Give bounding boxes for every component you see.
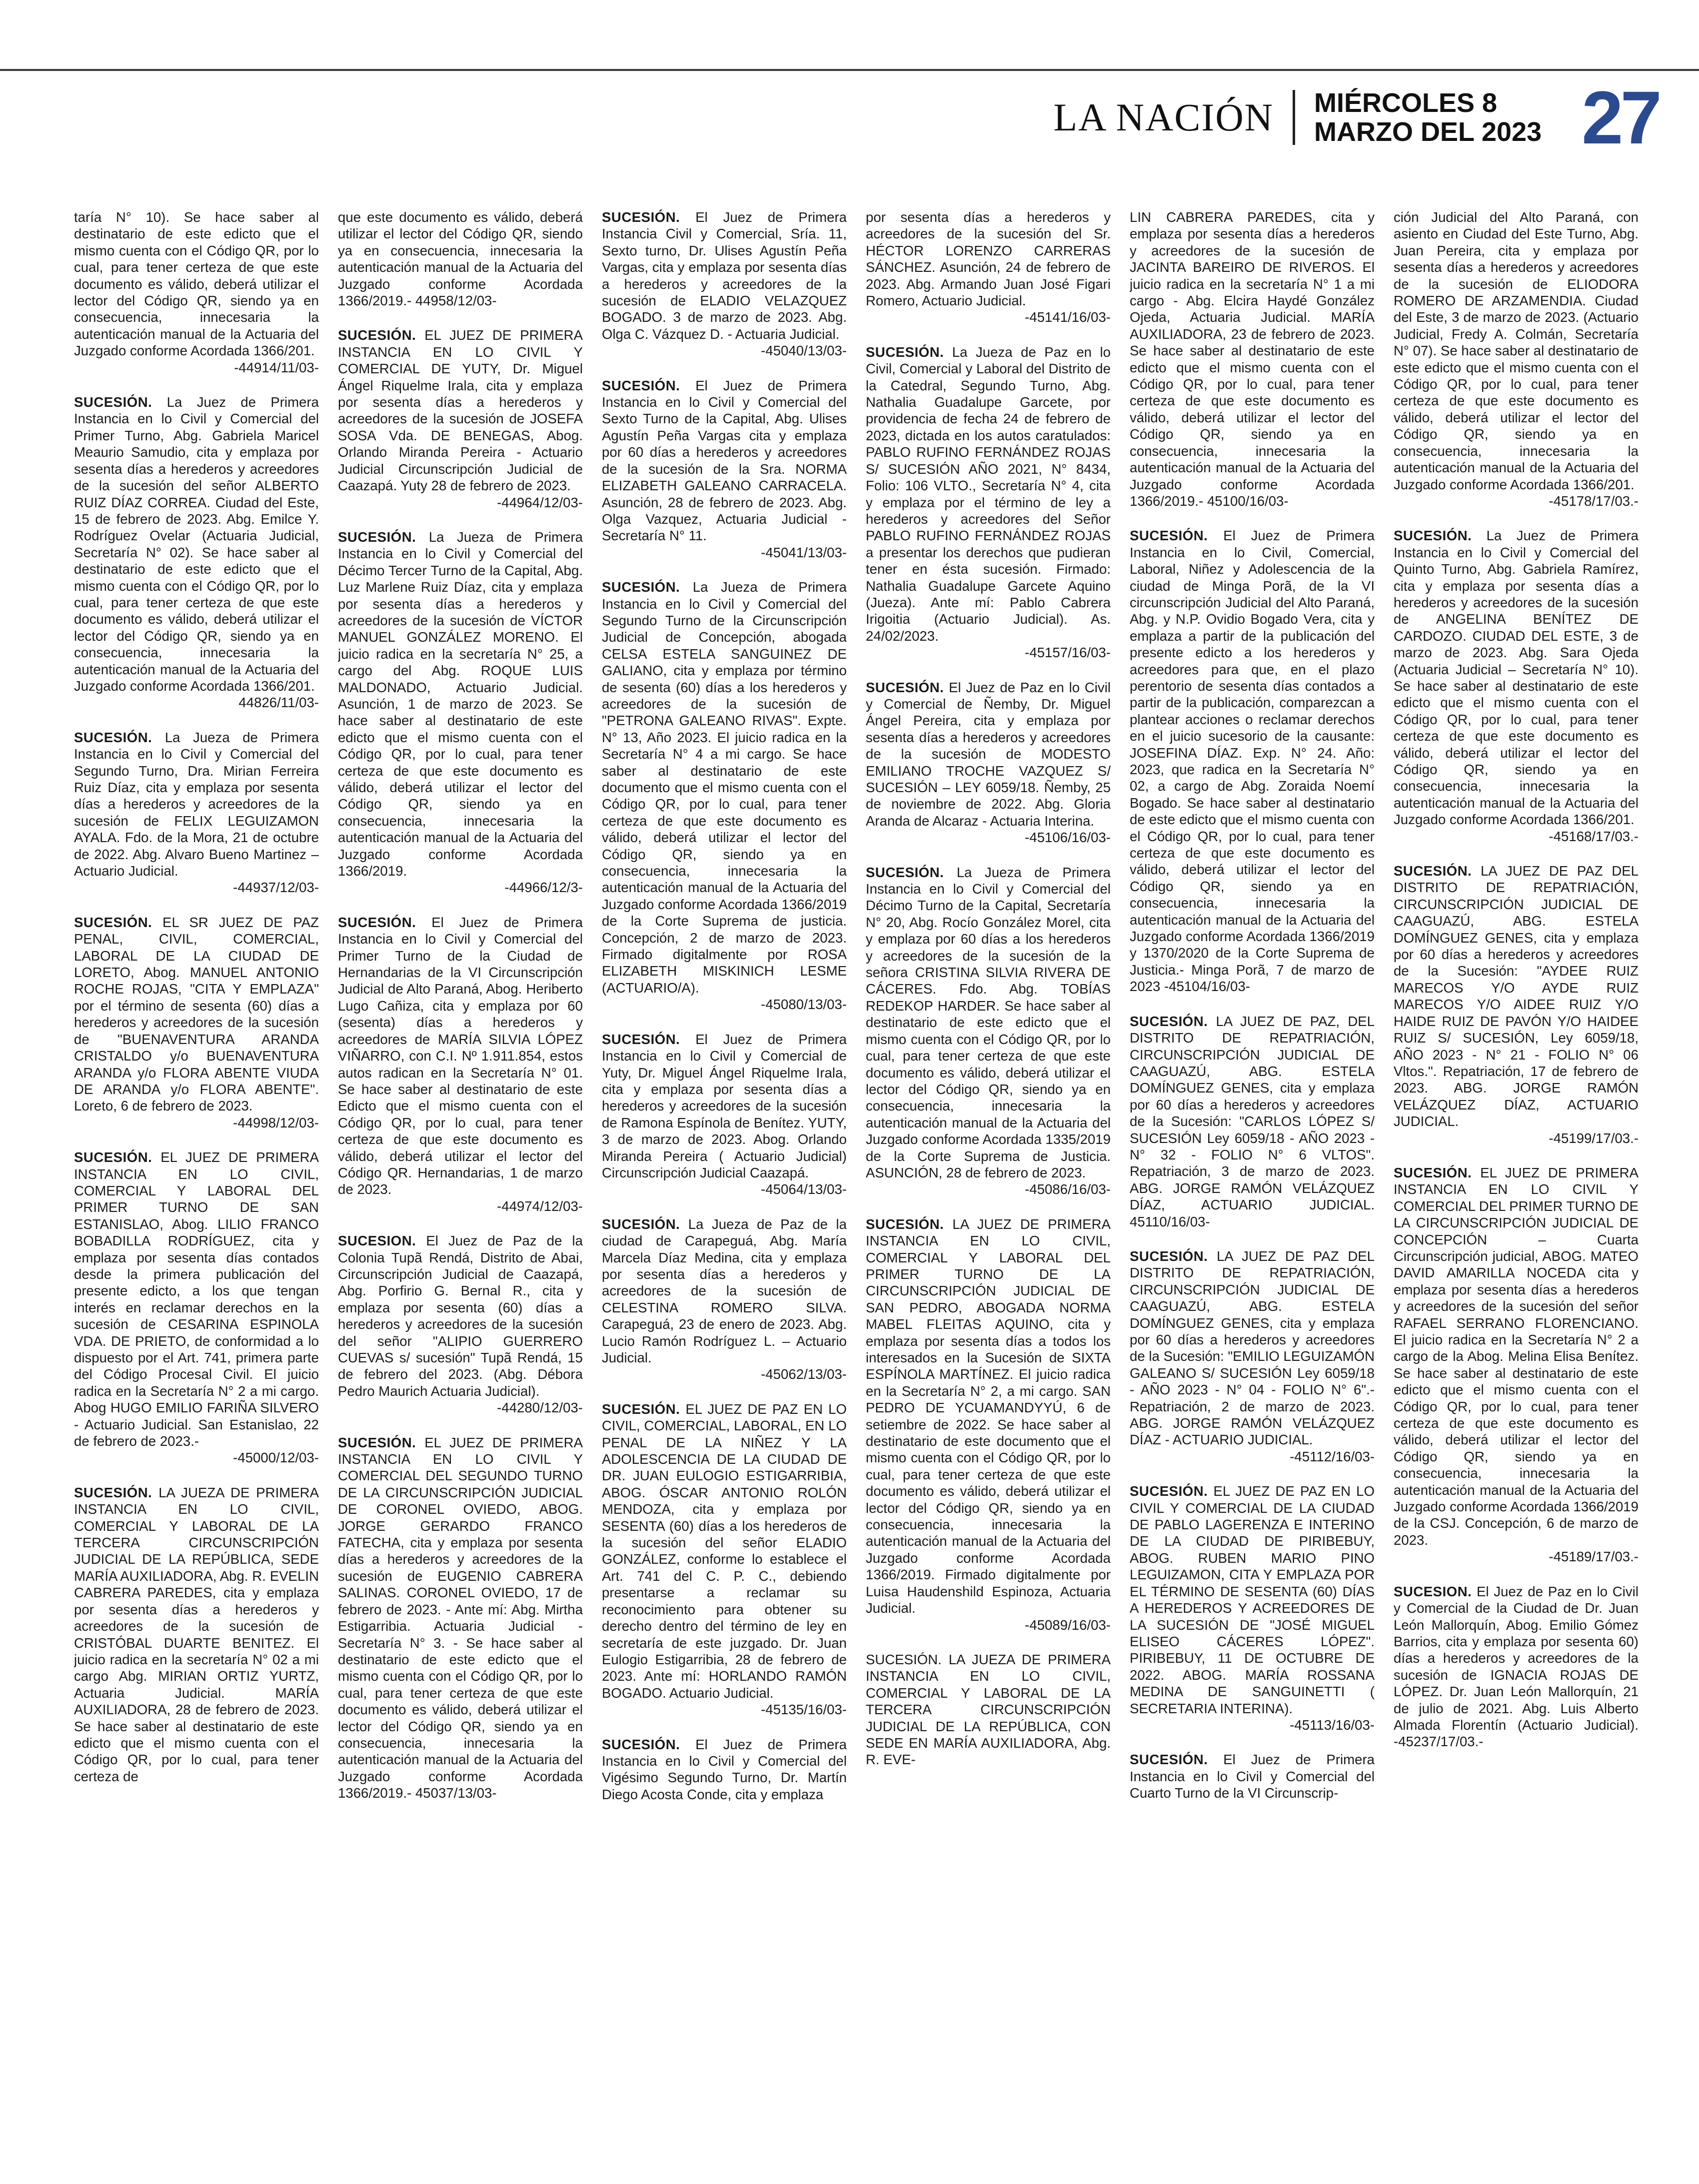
notice-body: EL SR JUEZ DE PAZ PENAL, CIVIL, COMERCIAL, LABORAL DE LA CIUDAD DE LORETO, Abog. MANUEL ANTONIO ROCHE ROJAS, "CITA Y EMPLAZA" por el término de sesenta (60) días a herederos y acreedores de la sucesión de "BUENAVENTURA ARANDA CRISTALDO y/o BUENAVENTURA ARANDA y/o FLORA ABENTE VIUDA DE ARANDA y/o FLORA ABENTE". Loreto, 6 de febrero de 2023. [74, 914, 319, 1114]
notice-heading: SUCESION. [1394, 1583, 1472, 1599]
legal-notice [1394, 527, 1639, 845]
legal-notice [1130, 1751, 1375, 1801]
legal-notice [1130, 209, 1375, 509]
notice-column [1130, 209, 1375, 2158]
notice-heading: SUCESIÓN. [338, 327, 416, 343]
notice-body: ción Judicial del Alto Paraná, con asiento en Ciudad del Este Turno, Abg. Juan Pereira, cita y emplaza por sesenta días a herederos y acreedores de la sucesión de ELIODORA ROMERO DE ARZAMENDIA. Ciudad del Este, 3 de marzo de 2023. (Actuario Judicial, Fredy A. Colmán, Secretaría N° 07). Se hace saber al destinatario de este edicto que el mismo cuenta con el Código QR, por lo cual, para tener certeza de que este documento es válido, deberá utilizar el lector del Código QR, siendo ya en consecuencia, innecesaria la autenticación manual de la Actuaria del Juzgado conforme Acordada 1366/201. [1394, 209, 1639, 492]
notice-column [866, 209, 1111, 2158]
notice-heading: SUCESIÓN. [1130, 528, 1208, 544]
legal-notice [1130, 527, 1375, 995]
notice-column [338, 209, 583, 2158]
notice-body: LA JUEZ DE PAZ DEL DISTRITO DE REPATRIACIÓN, CIRCUNSCRIPCIÓN JUDICIAL DE CAAGUAZÚ, ABG. ESTELA DOMÍNGUEZ GENES, cita y emplaza por 60 días a herederos y acreedores de la Sucesión: "EMILIO LEGUIZAMÓN GALEANO S/ SUCESIÓN Ley 6059/18 - AÑO 2023 - N° 04 - FOLIO N° 6".- Repatriación, 2 de marzo de 2023. ABG. JORGE RAMÓN VELÁZQUEZ DÍAZ - ACTUARIO JUDICIAL. [1130, 1248, 1375, 1448]
notice-heading: SUCESIÓN. [866, 1216, 944, 1232]
page-number: 27 [1582, 75, 1659, 159]
notice-reference-code: -45157/16/03- [1025, 645, 1111, 661]
legal-notice [866, 344, 1111, 661]
legal-notice [866, 1216, 1111, 1633]
notice-heading: SUCESIÓN. [602, 579, 680, 595]
legal-notice [602, 377, 847, 561]
notice-body: El Juez de Primera Instancia en lo Civil y Comercial del Primer Turno de la Ciudad de Hernandarias de la VI Circunscripción Judicial de Alto Paraná, Abog. Heriberto Lugo Cañiza, cita y emplaza por 60 (sesenta) días a herederos y acreedores de MARÍA SILVIA LÓPEZ VIÑARRO, con C.I. Nº 1.911.854, estos autos radican en la Secretaría N° 01. Se hace saber al destinatario de este Edicto que el mismo cuenta con el Código QR, por lo cual, para tener certeza de que este documento es válido, deberá utilizar el lector del Código QR. Hernandarias, 1 de marzo de 2023. [338, 914, 583, 1197]
notice-body: La Jueza de Primera Instancia en lo Civil y Comercial del Segundo Turno de la Circunscripción Judicial de Concepción, abogada CELSA ESTELA SANGUINEZ DE GALIANO, cita y emplaza por término de sesenta (60) días a los herederos y acreedores de la sucesión de "PETRONA GALEANO RIVAS". Expte. N° 13, Año 2023. El juicio radica en la Secretaría N° 4 a mi cargo. Se hace saber al destinatario de este documento que el mismo cuenta con el Código QR, por lo cual, para tener certeza de que este documento es válido, deberá utilizar el lector del Código QR, siendo ya en consecuencia, innecesaria la autenticación manual de la Actuaria del Juzgado conforme Acordada 1366/2019 de la Corte Suprema de justicia. Concepción, 2 de marzo de 2023. Firmado digitalmente por ROSA ELIZABETH MISKINICH LESME (ACTUARIO/A). [602, 579, 847, 996]
notice-body: EL JUEZ DE PRIMERA INSTANCIA EN LO CIVIL Y COMERCIAL DEL PRIMER TURNO DE LA CIRCUNSCRIPCIÓN JUDICIAL DE CONCEPCIÓN – Cuarta Circunscripción judicial, ABOG. MATEO DAVID AMARILLA NOCEDA cita y emplaza por sesenta días a herederos y acreedores de la sucesión del señor RAFAEL SERRANO FLORENCIANO. El juicio radica en la Secretaría N° 2 a cargo de la Abog. Melina Elisa Benítez. Se hace saber al destinatario de este edicto que el mismo cuenta con el Código QR, por lo cual, para tener certeza de que este documento es válido, deberá utilizar el lector del Código QR, siendo ya en consecuencia, innecesaria la autenticación manual de la Actuaria del Juzgado conforme Acordada 1366/2019 de la CSJ. Concepción, 6 de marzo de 2023. [1394, 1164, 1639, 1548]
notice-body: taría N° 10). Se hace saber al destinatario de este edicto que el mismo cuenta con el Código QR, por lo cual, para tener certeza de que este documento es válido, deberá utilizar el lector del Código QR, siendo ya en consecuencia, innecesaria la autenticación manual de la Actuaria del Juzgado conforme Acordada 1366/201. [74, 209, 319, 359]
date-weekday: MIÉRCOLES 8 [1314, 88, 1498, 118]
notice-heading: SUCESIÓN. [602, 377, 680, 393]
legal-notice [1394, 1164, 1639, 1565]
notice-heading: SUCESIÓN. [74, 1149, 152, 1165]
notice-reference-code: -44998/12/03- [233, 1114, 319, 1130]
legal-notice [74, 1149, 319, 1466]
notice-heading: SUCESIÓN. [866, 344, 944, 360]
notice-body: La Jueza de Primera Instancia en lo Civil y Comercial del Décimo Tercer Turno de la Capital, Abg. Luz Marlene Ruiz Díaz, cita y emplaza por sesenta días a herederos y acreedores de la sucesión de VÍCTOR MANUEL GONZÁLEZ MORENO. El juicio radica en la secretaría N° 25, a cargo del Abg. ROQUE LUIS MALDONADO, Actuario Judicial. Asunción, 1 de marzo de 2023. Se hace saber al destinatario de este edicto que el mismo cuenta con el Código QR, por lo cual, para tener certeza de que este documento es válido, deberá utilizar el lector del Código QR, siendo ya en consecuencia, innecesaria la autenticación manual de la Actuaria del Juzgado conforme Acordada 1366/2019. [338, 529, 583, 879]
notice-body: La Jueza de Primera Instancia en lo Civil y Comercial del Décimo Turno de la Capital, Secretaría N° 20, Abg. Rocío González Morel, cita y emplaza por 60 días a los herederos y acreedores de la sucesión de la señora CRISTINA SILVIA RIVERA DE CÁCERES. Fdo. Abg. TOBÍAS REDEKOP HARDER. Se hace saber al destinatario de este edicto que el mismo cuenta con el Código QR, por lo cual, para tener certeza de que este documento es válido, deberá utilizar el lector del Código QR, siendo ya en consecuencia, innecesaria la autenticación manual de la Actuaria del Juzgado conforme Acordada 1335/2019 de la Corte Suprema de Justicia. ASUNCIÓN, 28 de febrero de 2023. [866, 864, 1111, 1180]
notice-heading: SUCESIÓN. [602, 1031, 680, 1047]
notice-body: que este documento es válido, deberá utilizar el lector del Código QR, siendo ya en consecuencia, innecesaria la autenticación manual de la Actuaria del Juzgado conforme Acordada 1366/2019.- 44958/12/03- [338, 209, 583, 309]
notice-column [74, 209, 319, 2158]
legal-notice [866, 209, 1111, 326]
legal-notice [74, 729, 319, 896]
notice-heading: SUCESIÓN. [602, 1736, 680, 1752]
notice-body: La Jueza de Paz de la ciudad de Carapeguá, Abg. María Marcela Díaz Medina, cita y emplaza por sesenta días a herederos y acreedores de la sucesión de CELESTINA ROMERO SILVA. Carapeguá, 23 de enero de 2023. Abg. Lucio Ramón Rodríguez L. – Actuario Judicial. [602, 1216, 847, 1365]
notice-body: EL JUEZ DE PAZ EN LO CIVIL, COMERCIAL, LABORAL, EN LO PENAL DE LA NIÑEZ Y LA ADOLESCENCIA DE LA CIUDAD DE DR. JUAN EULOGIO ESTIGARRIBIA, ABOG. ÓSCAR ANTONIO ROLÓN MENDOZA, cita y emplaza por SESENTA (60) días a los herederos de la sucesión del señor ELADIO GONZÁLEZ, conforme lo establece el Art. 741 del C. P. C., debiendo presentarse a reclamar su reconocimiento para obtener su derecho dentro del término de ley en secretaría de este juzgado. Dr. Juan Eulogio Estigarribia, 28 de febrero de 2023. Ante mí: HORLANDO RAMÓN BOGADO. Actuario Judicial. [602, 1401, 847, 1701]
notice-reference-code: -44964/12/03- [497, 494, 583, 510]
notice-heading: SUCESIÓN. [1394, 528, 1472, 544]
notice-reference-code: -45199/17/03.- [1549, 1130, 1639, 1146]
legal-notice [1394, 863, 1639, 1146]
legal-notice [1394, 1583, 1639, 1750]
notice-heading: SUCESIÓN. [338, 914, 416, 930]
notice-reference-code: -45064/13/03- [761, 1181, 847, 1197]
top-rule [0, 69, 1699, 71]
notice-body: El Juez de Primera Instancia en lo Civil y Comercial del Sexto Turno de la Capital, Abg. Ulises Agustín Peña Vargas cita y emplaza por 60 días a herederos y acreedores de la sucesión de la Sra. NORMA ELIZABETH GALEANO CARRACELA. Asunción, 28 de febrero de 2023. Abg. Olga Vazquez, Actuaria Judicial - Secretaría N° 11. [602, 377, 847, 544]
issue-date [1295, 88, 1582, 146]
legal-notice [866, 1651, 1111, 1768]
notice-heading: SUCESIÓN. [74, 1484, 152, 1500]
legal-notice [1130, 1248, 1375, 1465]
notice-reference-code: -45135/16/03- [761, 1702, 847, 1718]
newspaper-name: LA NACIÓN [1054, 90, 1296, 145]
notice-column [602, 209, 847, 2158]
legal-notice [1130, 1483, 1375, 1733]
notice-body: El Juez de Paz en lo Civil y Comercial de Ñemby, Dr. Miguel Ángel Pereira, cita y emplaza por sesenta días a herederos y acreedores de la sucesión de MODESTO EMILIANO TROCHE VAZQUEZ S/ SUCESIÓN – LEY 6059/18. Ñemby, 25 de noviembre de 2022. Abg. Gloria Aranda de Alcaraz - Actuaria Interina. [866, 679, 1111, 829]
notice-reference-code: -44974/12/03- [497, 1198, 583, 1214]
notice-reference-code: -45041/13/03- [761, 544, 847, 560]
notice-body: SUCESIÓN. LA JUEZA DE PRIMERA INSTANCIA EN LO CIVIL, COMERCIAL Y LABORAL DE LA TERCERA CIRCUNSCRIPCIÓN JUDICIAL DE LA REPÚBLICA, CON SEDE EN MARÍA AUXILIADORA, Abg. R. EVE- [866, 1651, 1111, 1768]
legal-notice [1394, 209, 1639, 509]
notice-reference-code: -45168/17/03.- [1549, 828, 1639, 844]
notice-reference-code: -45106/16/03- [1025, 830, 1111, 846]
notice-reference-code: -45062/13/03- [761, 1366, 847, 1382]
notice-body: La Jueza de Paz en lo Civil, Comercial y Laboral del Distrito de la Catedral, Segundo Turno, Abg. Nathalia Guadalupe Garcete, por providencia de fecha 24 de febrero de 2023, dictada en los autos caratulados: PABLO RUFINO FERNÁNDEZ ROJAS S/ SUCESIÓN AÑO 2021, N° 8434, Folio: 106 VLTO., Secretaría N° 4, cita y emplaza por el término de ley a herederos y acreedores del Señor PABLO RUFINO FERNÁNDEZ ROJAS a presentar los derechos que pudieran tener en ésta sucesión. Firmado: Nathalia Guadalupe Garcete Aquino (Jueza). Ante mí: Pablo Cabrera Irigoitia (Actuario Judicial). As. 24/02/2023. [866, 344, 1111, 644]
notice-heading: SUCESIÓN. [1130, 1483, 1208, 1499]
notice-body: El Juez de Primera Instancia en lo Civil y Comercial de Yuty, Dr. Miguel Ángel Riquelme Irala, cita y emplaza por sesenta días a herederos y acreedores de la sucesión de Ramona Espínola de Benítez. YUTY, 3 de marzo de 2023. Abog. Orlando Miranda Pereira ( Actuario Judicial) Circunscripción Judicial Caazapá. [602, 1031, 847, 1180]
notice-body: La Jueza de Primera Instancia en lo Civil y Comercial del Segundo Turno, Dra. Mirian Ferreira Ruiz Díaz, cita y emplaza por sesenta días a herederos y acreedores de la sucesión de FELIX LEGUIZAMON AYALA. Fdo. de la Mora, 21 de octubre de 2022. Abg. Alvaro Bueno Martinez – Actuario Judicial. [74, 729, 319, 879]
legal-notice [338, 914, 583, 1214]
notice-body: EL JUEZ DE PAZ EN LO CIVIL Y COMERCIAL DE LA CIUDAD DE PABLO LAGERENZA E INTERINO DE LA CIUDAD DE PIRIBEBUY, ABOG. RUBEN MARIO PINO LEGUIZAMON, CITA Y EMPLAZA POR EL TÉRMINO DE SESENTA (60) DÍAS A HEREDEROS Y ACREEDORES DE LA SUCESIÓN DE "JOSÉ MIGUEL ELISEO CÁCERES LÓPEZ". PIRIBEBUY, 11 DE OCTUBRE DE 2022. ABOG. MARÍA ROSSANA MEDINA DE SANGUINETTI ( SECRETARIA INTERINA). [1130, 1483, 1375, 1716]
notice-heading: SUCESION. [338, 1233, 416, 1249]
notice-reference-code: -45080/13/03- [761, 997, 847, 1013]
legal-notice [866, 679, 1111, 846]
notice-heading: SUCESIÓN. [866, 864, 944, 880]
notice-heading: SUCESIÓN. [602, 1401, 680, 1417]
legal-notice [74, 914, 319, 1131]
notice-body: La Juez de Primera Instancia en lo Civil y Comercial del Quinto Turno, Abg. Gabriela Ramírez, cita y emplaza por sesenta días a herederos y acreedores de la sucesión de ANGELINA BENÍTEZ DE CARDOZO. CIUDAD DEL ESTE, 3 de marzo de 2023. Abg. Sara Ojeda (Actuaria Judicial – Secretaría N° 10). Se hace saber al destinatario de este edicto que el mismo cuenta con el Código QR, por lo cual, para tener certeza de que este documento es válido, deberá utilizar el lector del Código QR, siendo ya en consecuencia, innecesaria la autenticación manual de la Actuaria del Juzgado conforme Acordada 1366/201. [1394, 528, 1639, 828]
legal-notice [1130, 1013, 1375, 1230]
notice-body: por sesenta días a herederos y acreedores de la sucesión del Sr. HÉCTOR LORENZO CARRERAS SÁNCHEZ. Asunción, 24 de febrero de 2023. Abg. Armando Juan José Figari Romero, Actuario Judicial. [866, 209, 1111, 309]
notice-heading: SUCESIÓN. [1394, 863, 1472, 879]
date-month-year: MARZO DEL 2023 [1314, 117, 1542, 147]
legal-notice [338, 327, 583, 510]
notice-body: El Juez de Primera Instancia Civil y Comercial, Sría. 11, Sexto turno, Dr. Ulises Agustín Peña Vargas, cita y emplaza por sesenta días a herederos y acreedores de la sucesión de ELADIO VELAZQUEZ BOGADO. 3 de marzo de 2023. Abg. Olga C. Vázquez D. - Actuaria Judicial. [602, 209, 847, 342]
legal-notice [338, 1434, 583, 1802]
notice-heading: SUCESIÓN. [1130, 1752, 1208, 1768]
notice-reference-code: -44937/12/03- [233, 880, 319, 896]
notice-body: LA JUEZ DE PAZ DEL DISTRITO DE REPATRIACIÓN, CIRCUNSCRIPCIÓN JUDICIAL DE CAAGUAZÚ, ABG. ESTELA DOMÍNGUEZ GENES, cita y emplaza por 60 días a herederos y acreedores de la Sucesión: "AYDEE RUIZ MARECOS Y/O AYDE RUIZ MARECOS Y/O AIDEE RUIZ Y/O HAIDE RUIZ DE PAVÓN Y/O HAIDEE RUIZ S/ SUCESIÓN, Ley 6059/18, AÑO 2023 - N° 21 - FOLIO N° 06 Vltos.". Repatriación, 17 de febrero de 2023. ABG. JORGE RAMÓN VELÁZQUEZ DÍAZ, ACTUARIO JUDICIAL. [1394, 863, 1639, 1129]
legal-notice [74, 209, 319, 376]
notice-heading: SUCESIÓN. [866, 679, 944, 695]
legal-notice [602, 1216, 847, 1383]
notice-heading: SUCESIÓN. [74, 914, 152, 930]
notice-heading: SUCESIÓN. [74, 729, 152, 745]
notice-heading: SUCESIÓN. [338, 1434, 416, 1450]
notice-body: El Juez de Primera Instancia en lo Civil y Comercial del Cuarto Turno de la VI Circunscrip- [1130, 1752, 1375, 1801]
notice-heading: SUCESIÓN. [1394, 1164, 1472, 1180]
notice-reference-code: 44826/11/03- [238, 695, 319, 711]
notice-body: EL JUEZ DE PRIMERA INSTANCIA EN LO CIVIL Y COMERCIAL DEL SEGUNDO TURNO DE LA CIRCUNSCRIPCIÓN JUDICIAL DE CORONEL OVIEDO, ABOG. JORGE GERARDO FRANCO FATECHA, cita y emplaza por sesenta días a herederos y acreedores de la sucesión de EUGENIO CABRERA SALINAS. CORONEL OVIEDO, 17 de febrero de 2023. - Ante mí: Abg. Mirtha Estigarribia. Actuaria Judicial - Secretaría N° 3. - Se hace saber al destinatario de este edicto que el mismo cuenta con el Código QR, por lo cual, para tener certeza de que este documento es válido, deberá utilizar el lector del Código QR, siendo ya en consecuencia, innecesaria la autenticación manual de la Actuaria del Juzgado conforme Acordada 1366/2019.- 45037/13/03- [338, 1434, 583, 1801]
notice-heading: SUCESIÓN. [74, 394, 152, 410]
notice-heading: SUCESIÓN. [1130, 1013, 1208, 1029]
notice-reference-code: -45178/17/03.- [1549, 493, 1639, 509]
notice-column [1394, 209, 1639, 2158]
notice-heading: SUCESIÓN. [602, 1216, 680, 1232]
legal-notice [338, 1232, 583, 1416]
notice-heading: SUCESIÓN. [338, 529, 416, 545]
notice-reference-code: -45086/16/03- [1025, 1181, 1111, 1197]
notice-reference-code: -45113/16/03- [1290, 1717, 1375, 1733]
legal-notice [602, 1031, 847, 1198]
notice-heading: SUCESIÓN. [1130, 1248, 1208, 1264]
notice-body: LA JUEZA DE PRIMERA INSTANCIA EN LO CIVIL, COMERCIAL Y LABORAL DE LA TERCERA CIRCUNSCRIPCIÓN JUDICIAL DE LA REPÚBLICA, SEDE MARÍA AUXILIADORA, Abg. R. EVELIN CABRERA PAREDES, cita y emplaza por sesenta días a herederos y acreedores de la sucesión de CRISTÓBAL DUARTE BENITEZ. El juicio radica en la secretaría N° 02 a mi cargo Abg. MIRIAN ORTIZ YURTZ, Actuaria Judicial. MARÍA AUXILIADORA, 28 de febrero de 2023. Se hace saber al destinatario de este edicto que el mismo cuenta con el Código QR, por lo cual, para tener certeza de [74, 1484, 319, 1784]
legal-notice [602, 1736, 847, 1803]
notice-reference-code: -45000/12/03- [233, 1450, 319, 1466]
notice-body: El Juez de Primera Instancia en lo Civil, Comercial, Laboral, Niñez y Adolescencia de la ciudad de Minga Porã, de la VI circunscripción Judicial del Alto Paraná, Abg. y N.P. Ovidio Bogado Vera, cita y emplaza a partir de la publicación del presente edicto a los herederos y acreedores para que, en el plazo perentorio de sesenta días contados a partir de la publicación, comparezcan a plantear acciones o reclamar derechos en el juicio sucesorio de la causante: JOSEFINA DÍAZ. Exp. N° 24. Año: 2023, que radica en la Secretaría N° 02, a cargo de Abg. Zoraida Noemí Bogado. Se hace saber al destinatario de este edicto que el mismo cuenta con el Código QR, por lo cual, para tener certeza de que este documento es válido, deberá utilizar el lector del Código QR, siendo ya en consecuencia, innecesaria la autenticación manual de la Actuaria del Juzgado conforme Acordada 1366/2019 y 1370/2020 de la Corte Suprema de Justicia.- Minga Porã, 7 de marzo de 2023 -45104/16/03- [1130, 528, 1375, 995]
notice-reference-code: -45112/16/03- [1290, 1448, 1375, 1464]
legal-notice [602, 1401, 847, 1718]
notice-body: El Juez de Paz de la Colonia Tupã Rendá, Distrito de Abai, Circunscripción Judicial de Caazapá, Abg. Porfirio G. Bernal R., cita y emplaza por sesenta (60) días a herederos y acreedores de la sucesión del señor "ALIPIO GUERRERO CUEVAS s/ sucesión" Tupã Rendá, 15 de febrero del 2023. (Abg. Débora Pedro Maurich Actuaria Judicial). [338, 1233, 583, 1399]
legal-notice [338, 209, 583, 309]
notices-columns [74, 209, 1639, 2158]
notice-reference-code: -45189/17/03.- [1549, 1549, 1639, 1565]
legal-notice [74, 1484, 319, 1785]
notice-reference-code: -45089/16/03- [1025, 1617, 1111, 1633]
notice-body: LIN CABRERA PAREDES, cita y emplaza por sesenta días a herederos y acreedores de la sucesión de JACINTA BAREIRO DE RIVEROS. El juicio radica en la secretaría N° 1 a mi cargo - Abg. Elcira Haydé González Ojeda, Actuaria Judicial. MARÍA AUXILIADORA, 23 de febrero de 2023. Se hace saber al destinatario de este edicto que el mismo cuenta con el Código QR, por lo cual, para tener certeza de que este documento es válido, deberá utilizar el lector del Código QR, siendo ya en consecuencia, innecesaria la autenticación manual de la Actuaria del Juzgado conforme Acordada 1366/2019.- 45100/16/03- [1130, 209, 1375, 509]
notice-body: EL JUEZ DE PRIMERA INSTANCIA EN LO CIVIL, COMERCIAL Y LABORAL DEL PRIMER TURNO DE SAN ESTANISLAO, Abog. LILIO FRANCO BOBADILLA RODRÍGUEZ, cita y emplaza por sesenta días contados desde la primera publicación del presente edicto, a los que tengan interés en reclamar derechos en la sucesión de CESARINA ESPINOLA VDA. DE PRIETO, de conformidad a lo dispuesto por el Art. 741, primera parte del Código Procesal Civil. El juicio radica en la Secretaría N° 2 a mi cargo. Abog HUGO EMILIO FARIÑA SILVERO - Actuario Judicial. San Estanislao, 22 de febrero de 2023.- [74, 1149, 319, 1449]
notice-reference-code: -44966/12/3- [504, 880, 583, 896]
notice-reference-code: -44914/11/03- [234, 359, 319, 375]
notice-reference-code: -44280/12/03- [497, 1400, 583, 1416]
notice-reference-code: -45040/13/03- [761, 343, 847, 359]
notice-heading: SUCESIÓN. [602, 209, 680, 225]
notice-body: El Juez de Primera Instancia en lo Civil y Comercial del Vigésimo Segundo Turno, Dr. Martín Diego Acosta Conde, cita y emplaza [602, 1736, 847, 1802]
notice-body: La Juez de Primera Instancia en lo Civil y Comercial del Primer Turno, Abg. Gabriela Maricel Meaurio Samudio, cita y emplaza por sesenta días a herederos y acreedores de la sucesión del señor ALBERTO RUIZ DÍAZ CORREA. Ciudad del Este, 15 de febrero de 2023. Abg. Emilce Y. Rodríguez Ovelar (Actuaria Judicial, Secretaría N° 02). Se hace saber al destinatario de este edicto que el mismo cuenta con el Código QR, por lo cual, para tener certeza de que este documento es válido, deberá utilizar el lector del Código QR, siendo ya en consecuencia, innecesaria la autenticación manual de la Actuaria del Juzgado conforme Acordada 1366/201. [74, 394, 319, 694]
notice-body: LA JUEZ DE PRIMERA INSTANCIA EN LO CIVIL, COMERCIAL Y LABORAL DEL PRIMER TURNO DE LA CIRCUNSCRIPCIÓN JUDICIAL DE SAN PEDRO, ABOGADA NORMA MABEL FLEITAS AQUINO, cita y emplaza por sesenta días a todos los interesados en la Sucesión de SIXTA ESPÍNOLA MARTÍNEZ. El juicio radica en la Secretaría N° 2, a mi cargo. SAN PEDRO DE YCUAMANDYYÚ, 6 de setiembre de 2022. Se hace saber al destinatario de este documento que el mismo cuenta con el Código QR, por lo cual, para tener certeza de que este documento es válido, deberá utilizar el lector del Código QR, siendo ya en consecuencia, innecesaria la autenticación manual de la Actuaria del Juzgado conforme Acordada 1366/2019. Firmado digitalmente por Luisa Haudenshild Espinoza, Actuaria Judicial. [866, 1216, 1111, 1616]
legal-notice [602, 579, 847, 1013]
legal-notice [74, 394, 319, 711]
notice-body: El Juez de Paz en lo Civil y Comercial de la Ciudad de Dr. Juan León Mallorquín, Abog. Emilio Gómez Barrios, cita y emplaza por sesenta 60) días a herederos y acreedores de la sucesión de IGNACIA ROJAS DE LÓPEZ. Dr. Juan León Mallorquín, 21 de julio de 2021. Abg. Luis Alberto Almada Florentín (Actuario Judicial). -45237/17/03.- [1394, 1583, 1639, 1750]
legal-notice [338, 529, 583, 896]
legal-notice [866, 864, 1111, 1198]
masthead [1054, 75, 1659, 160]
legal-notice [602, 209, 847, 359]
notice-body: LA JUEZ DE PAZ, DEL DISTRITO DE REPATRIACIÓN, CIRCUNSCRIPCIÓN JUDICIAL DE CAAGUAZÚ, ABG. ESTELA DOMÍNGUEZ GENES, cita y emplaza por 60 días a herederos y acreedores de la Sucesión: "CARLOS LÓPEZ S/ SUCESIÓN Ley 6059/18 - AÑO 2023 - N° 32 - FOLIO N° 6 VLTOS". Repatriación, 3 de marzo de 2023. ABG. JORGE RAMÓN VELÁZQUEZ DÍAZ, ACTUARIO JUDICIAL. 45110/16/03- [1130, 1013, 1375, 1229]
notice-reference-code: -45141/16/03- [1025, 309, 1111, 325]
notice-body: EL JUEZ DE PRIMERA INSTANCIA EN LO CIVIL Y COMERCIAL DE YUTY, Dr. Miguel Ángel Riquelme Irala, cita y emplaza por sesenta días a herederos y acreedores de la sucesión de JOSEFA SOSA Vda. DE BENEGAS, Abog. Orlando Miranda Pereira - Actuario Judicial Circunscripción Judicial de Caazapá. Yuty 28 de febrero de 2023. [338, 327, 583, 494]
